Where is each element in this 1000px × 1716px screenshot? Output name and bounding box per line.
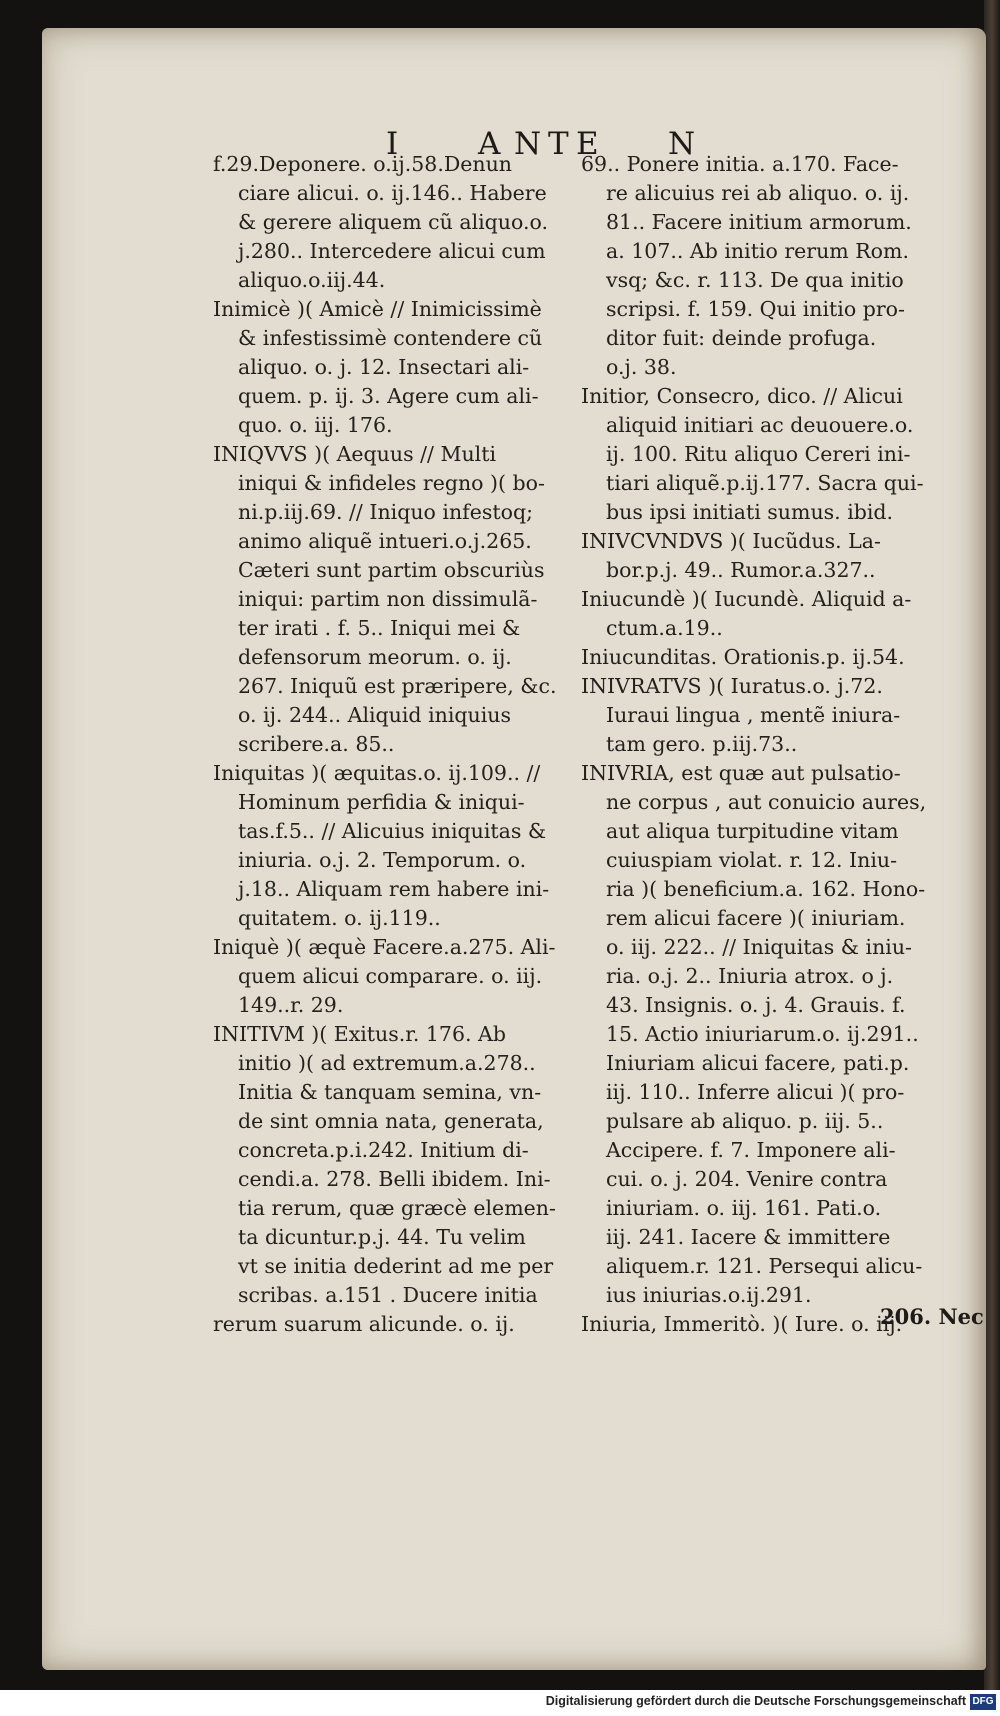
- text-line: INIVRIA, est quæ aut pulsatio-: [581, 761, 901, 785]
- text-line: Iniuriam alicui facere, pati.p.: [606, 1051, 910, 1075]
- text-line: iniuria. o.j. 2. Temporum. o.: [238, 848, 527, 872]
- text-line: 43. Insignis. o. j. 4. Grauis. f.: [606, 993, 906, 1017]
- text-line: ne corpus , aut conuicio aures,: [606, 790, 927, 814]
- text-line: ter irati . f. 5.. Iniqui mei &: [238, 616, 521, 640]
- text-line: aut aliqua turpitudine vitam: [606, 819, 899, 843]
- text-line: quem. p. ij. 3. Agere cum ali-: [238, 384, 539, 408]
- catchword: 206. Nec: [880, 1304, 984, 1329]
- text-line: INIVCVNDVS )( Iucũdus. La-: [581, 529, 881, 553]
- text-line: iniuriam. o. iij. 161. Pati.o.: [606, 1196, 882, 1220]
- text-line: Iniquè )( æquè Facere.a.275. Ali-: [213, 935, 556, 959]
- text-line: cui. o. j. 204. Venire contra: [606, 1167, 888, 1191]
- text-line: re alicuius rei ab aliquo. o. ij.: [606, 181, 910, 205]
- left-column: [213, 150, 598, 1339]
- text-line: animo aliquẽ intueri.o.j.265.: [238, 529, 532, 553]
- text-line: & infestissimè contendere cũ: [238, 326, 543, 350]
- text-line: Hominum perfidia & iniqui-: [238, 790, 525, 814]
- right-column: [581, 150, 966, 1339]
- text-line: & gerere aliquem cũ aliquo.o.: [238, 210, 549, 234]
- text-line: pulsare ab aliquo. p. iij. 5..: [606, 1109, 884, 1133]
- text-line: rem alicui facere )( iniuriam.: [606, 906, 906, 930]
- text-line: quitatem. o. ij.119..: [238, 906, 441, 930]
- text-line: ctum.a.19..: [606, 616, 723, 640]
- text-line: Iniucunditas. Orationis.p. ij.54.: [581, 645, 905, 669]
- text-line: ij. 100. Ritu aliquo Cereri ini-: [606, 442, 911, 466]
- text-line: vsq; &c. r. 113. De qua initio: [606, 268, 904, 292]
- text-line: Iniuria, Immeritò. )( Iure. o. iij.: [581, 1312, 903, 1336]
- text-line: initio )( ad extremum.a.278..: [238, 1051, 536, 1075]
- text-line: iij. 241. Iacere & immittere: [606, 1225, 891, 1249]
- header-letter: I: [386, 126, 401, 162]
- text-line: de sint omnia nata, generata,: [238, 1109, 544, 1133]
- text-line: INITIVM )( Exitus.r. 176. Ab: [213, 1022, 506, 1046]
- text-line: Iuraui lingua , mentẽ iniura-: [606, 703, 901, 727]
- text-line: tas.f.5.. // Alicuius iniquitas &: [238, 819, 547, 843]
- text-line: j.18.. Aliquam rem habere ini-: [238, 877, 550, 901]
- text-line: iniqui: partim non dissimulã-: [238, 587, 538, 611]
- text-line: concreta.p.i.242. Initium di-: [238, 1138, 529, 1162]
- text-line: o. ij. 244.. Aliquid iniquius: [238, 703, 511, 727]
- text-line: aliquo. o. j. 12. Insectari ali-: [238, 355, 530, 379]
- text-line: aliquem.r. 121. Persequi alicu-: [606, 1254, 923, 1278]
- text-line: iij. 110.. Inferre alicui )( pro-: [606, 1080, 905, 1104]
- text-line: 81.. Facere initium armorum.: [606, 210, 912, 234]
- text-line: a. 107.. Ab initio rerum Rom.: [606, 239, 909, 263]
- text-line: Iniquitas )( æquitas.o. ij.109.. //: [213, 761, 541, 785]
- text-line: cendi.a. 278. Belli ibidem. Ini-: [238, 1167, 551, 1191]
- footer-credit: Digitalisierung gefördert durch die Deutsche Forschungsgemeinschaft: [545, 1694, 966, 1708]
- footer-bar: [0, 1690, 1000, 1716]
- text-line: aliquo.o.iij.44.: [238, 268, 386, 292]
- text-line: 267. Iniquũ est præripere, &c.: [238, 674, 557, 698]
- text-line: ciare alicui. o. ij.146.. Habere: [238, 181, 547, 205]
- text-line: j.280.. Intercedere alicui cum: [238, 239, 546, 263]
- text-line: Inimicè )( Amicè // Inimicissimè: [213, 297, 542, 321]
- text-line: cuiuspiam violat. r. 12. Iniu-: [606, 848, 898, 872]
- text-line: quem alicui comparare. o. iij.: [238, 964, 543, 988]
- text-line: scribere.a. 85..: [238, 732, 395, 756]
- text-line: scribas. a.151 . Ducere initia: [238, 1283, 538, 1307]
- text-line: o.j. 38.: [606, 355, 677, 379]
- text-line: tia rerum, quæ græcè elemen-: [238, 1196, 556, 1220]
- header-letter: T: [548, 126, 571, 162]
- text-line: o. iij. 222.. // Iniquitas & iniu-: [606, 935, 912, 959]
- text-line: 15. Actio iniuriarum.o. ij.291..: [606, 1022, 919, 1046]
- text-line: f.29.Deponere. o.ij.58.Denun: [213, 152, 513, 176]
- text-line: ditor fuit: deinde profuga.: [606, 326, 877, 350]
- text-line: ria )( beneficium.a. 162. Hono-: [606, 877, 926, 901]
- header-letter: N: [668, 126, 698, 162]
- header-letter: A: [478, 126, 503, 162]
- text-line: Accipere. f. 7. Imponere ali-: [606, 1138, 896, 1162]
- text-line: INIVRATVS )( Iuratus.o. j.72.: [581, 674, 883, 698]
- header-letter: N: [514, 126, 544, 162]
- text-line: bor.p.j. 49.. Rumor.a.327..: [606, 558, 876, 582]
- text-line: Cæteri sunt partim obscuriùs: [238, 558, 545, 582]
- text-line: Iniucundè )( Iucundè. Aliquid a-: [581, 587, 912, 611]
- text-line: quo. o. iij. 176.: [238, 413, 393, 437]
- text-line: Initia & tanquam semina, vn-: [238, 1080, 542, 1104]
- text-line: defensorum meorum. o. ij.: [238, 645, 512, 669]
- text-line: rerum suarum alicunde. o. ij.: [213, 1312, 515, 1336]
- text-line: tam gero. p.iij.73..: [606, 732, 798, 756]
- text-line: 149..r. 29.: [238, 993, 344, 1017]
- text-line: iniqui & infideles regno )( bo-: [238, 471, 545, 495]
- header-letter: E: [576, 126, 601, 162]
- text-line: bus ipsi initiati sumus. ibid.: [606, 500, 894, 524]
- text-line: scripsi. f. 159. Qui initio pro-: [606, 297, 905, 321]
- text-line: ta dicuntur.p.j. 44. Tu velim: [238, 1225, 526, 1249]
- text-line: ni.p.iij.69. // Iniquo infestoq;: [238, 500, 533, 524]
- dfg-logo: DFG: [970, 1694, 996, 1710]
- text-line: aliquid initiari ac deuouere.o.: [606, 413, 914, 437]
- text-line: Initior, Consecro, dico. // Alicui: [581, 384, 903, 408]
- book-binding-edge: [984, 0, 1000, 1690]
- text-line: tiari aliquẽ.p.ij.177. Sacra qui-: [606, 471, 924, 495]
- text-line: INIQVVS )( Aequus // Multi: [213, 442, 496, 466]
- text-line: vt se initia dederint ad me per: [238, 1254, 554, 1278]
- text-line: ria. o.j. 2.. Iniuria atrox. o j.: [606, 964, 894, 988]
- text-line: ius iniurias.o.ij.291.: [606, 1283, 812, 1307]
- text-line: 69.. Ponere initia. a.170. Face-: [581, 152, 899, 176]
